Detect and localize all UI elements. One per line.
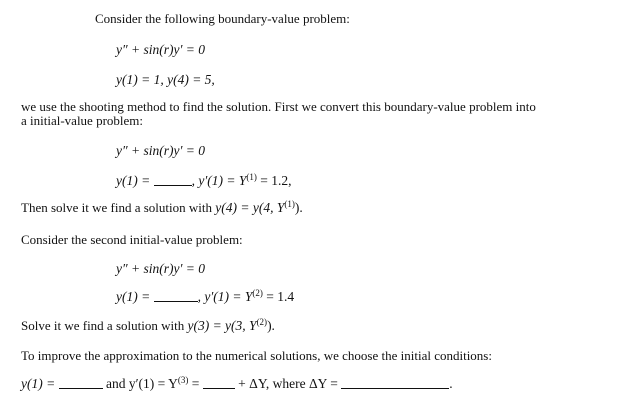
ivp1-lhs: y(1) = — [116, 173, 151, 188]
second-ivp-text — [21, 232, 243, 248]
final-lhs: y(1) = — [21, 376, 56, 391]
solve2-eq: y(3) = y(3, Y — [187, 318, 257, 333]
ivp1-ode-text: y″ + sin(r)y′ = 0 — [116, 143, 206, 158]
solve2-sup: (2) — [256, 317, 268, 327]
final-conditions — [21, 376, 453, 392]
improve-text-content: To improve the approximation to the numerical solutions, we choose the initial conditions: — [21, 348, 492, 363]
solve2-end: ). — [267, 318, 275, 333]
method-text-line1-content: we use the shooting method to find the solution. First we convert this boundary-value problem into — [21, 99, 536, 114]
final-eq: = — [188, 376, 200, 391]
final-blank-1 — [59, 377, 103, 389]
ivp2-blank — [154, 290, 198, 302]
final-end: . — [449, 376, 453, 391]
solve1-end: ). — [294, 200, 303, 215]
final-plus: + ΔY, where ΔY = — [238, 376, 338, 391]
solve1-eq: y(4) = y(4, Y — [215, 200, 285, 215]
boundary-conditions — [116, 72, 215, 88]
ivp2-ode-text: y″ + sin(r)y′ = 0 — [116, 261, 206, 276]
final-mid: and y′(1) = Y — [105, 376, 178, 391]
solve1-prefix: Then solve it we find a solution with — [21, 200, 216, 215]
ivp2-sup: (2) — [252, 288, 263, 298]
ivp1-rhs: , y′(1) = Y — [191, 173, 247, 188]
intro-text — [95, 11, 350, 27]
ivp1-value: = 1.2, — [256, 173, 292, 188]
intro-text-content: Consider the following boundary-value problem: — [95, 11, 350, 26]
ivp2-conditions — [116, 289, 294, 305]
solve1-text — [21, 200, 303, 216]
final-sup: (3) — [177, 375, 189, 385]
ivp1-ode — [116, 143, 205, 159]
ode-equation — [116, 42, 205, 58]
ivp2-value: = 1.4 — [262, 289, 295, 304]
ode-text: y″ + sin(r)y′ = 0 — [116, 42, 206, 57]
improve-text — [21, 348, 492, 364]
ivp1-blank — [154, 174, 192, 186]
ivp2-ode — [116, 261, 205, 277]
ivp1-conditions — [116, 173, 292, 189]
ivp1-sup: (1) — [246, 172, 257, 182]
method-text-line2 — [21, 113, 143, 129]
final-blank-2 — [203, 377, 235, 389]
second-ivp-text-content: Consider the second initial-value problem: — [21, 232, 243, 247]
ivp2-rhs: , y′(1) = Y — [197, 289, 253, 304]
boundary-conditions-text: y(1) = 1, y(4) = 5, — [116, 72, 215, 87]
solve1-sup: (1) — [284, 199, 295, 209]
method-text-line2-content: a initial-value problem: — [21, 113, 144, 128]
solve2-prefix: Solve it we find a solution with — [21, 318, 188, 333]
ivp2-lhs: y(1) = — [116, 289, 151, 304]
solve2-text — [21, 318, 275, 334]
final-blank-3 — [341, 377, 449, 389]
